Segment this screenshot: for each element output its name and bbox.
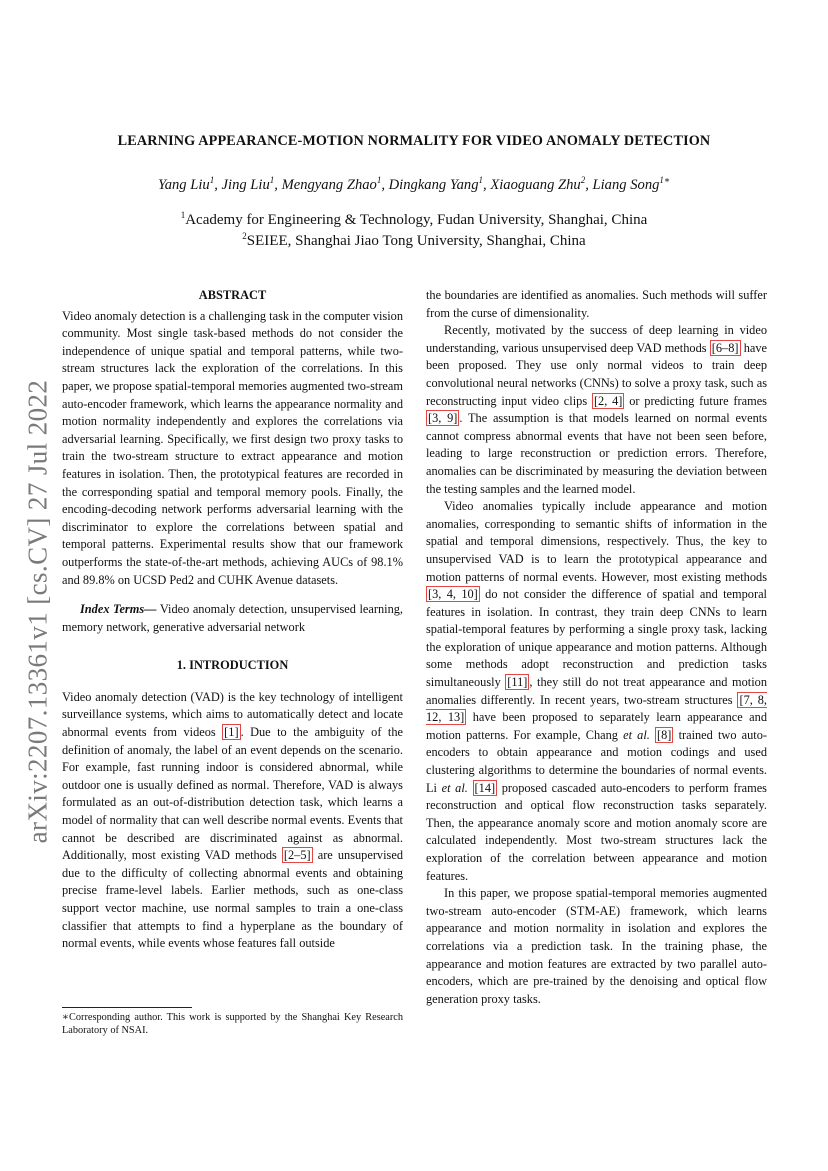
author: Jing Liu$^1$,: [221, 175, 282, 193]
affiliation-1: $^1$Academy for Engineering & Technology, Fudan University, Shanghai, China: [180, 210, 648, 228]
right-column: [426, 287, 767, 1008]
author: Liang Song$^{1∗}$: [592, 175, 671, 193]
abstract-text: Video anomaly detection is a challenging task in the computer vision community. Most single task-based methods do not consider the independence of unique spatial and temporal patterns, while two-stream structures lack the exploration of the correlations. In this paper, we propose spatial-temporal memories augmented two-stream auto-encoder framework, which learns the appearance normality and motion normality independently and explores the correlations via adversarial learning. Specifically, we first design two proxy tasks to train the two-stream structure to extract appearance and motion features in isolation. Then, the prototypical features are recorded in the corresponding spatial and temporal memory pools. Finally, the encoding-decoding network performs adversarial learning with the discriminator to explore the correlations between spatial and temporal patterns. Experimental results show that our framework outperforms the state-of-the-art methods, achieving AUCs of 98.1% and 89.8% on UCSD Ped2 and CUHK Avenue datasets.: [62, 308, 403, 587]
citation-link[interactable]: [8]: [657, 727, 672, 742]
author: Yang Liu$^1$,: [157, 175, 222, 193]
citation-link[interactable]: [7, 8, 12, 13]: [426, 692, 767, 725]
arxiv-stamp-text: arXiv:2207.13361v1 [cs.CV] 27 Jul 2022: [22, 379, 53, 843]
author: Dingkang Yang$^1$,: [388, 175, 491, 193]
citation-link[interactable]: [2, 4]: [593, 393, 623, 408]
right-paragraph-3: In this paper, we propose spatial-temporal memories augmented two-stream auto-encoder (STM-AE) framework, which learns appearance and motion normality in isolation and explores the correlations via a prediction task. In the training phase, the appearance and motion features are extracted by two parallel auto-encoders, which are pre-trained by the denoising and optical flow generation proxy tasks.: [426, 886, 767, 1006]
footnote-rule: [62, 1007, 192, 1008]
arxiv-stamp: [18, 372, 58, 850]
author: Xiaoguang Zhu$^2$,: [490, 175, 593, 193]
intro-paragraph-1: Video anomaly detection (VAD) is the key technology of intelligent surveillance systems, which aims to automatically detect and locate abnormal events from videos [1] . Due to the ambiguity of the definition of anomaly, the label of an event depends on the scenario. For example, fast running indoor is considered abnormal, while outdoor one is usually defined as normal. Therefore, VAD is always formulated as an out-of-distribution detection task, which learns a model of normality that can well describe normal events. Events that cannot be described are discriminated against as abnormal. Additionally, most existing VAD methods [2–5] are unsupervised due to the difficulty of collecting abnormal events and obtaining precise frame-level labels. Earlier methods, such as one-class support vector machine, use normal samples to train a one-class classifier that attempts to find a hyperplane as the boundary of normal events, while events whose features fall outside: [62, 689, 403, 951]
citation-link[interactable]: [2–5]: [283, 848, 311, 863]
citation-link[interactable]: [3, 9]: [428, 411, 458, 426]
left-column: [62, 287, 403, 953]
author: Mengyang Zhao$^1$,: [281, 175, 389, 193]
paper-title: LEARNING APPEARANCE-MOTION NORMALITY FOR VIDEO ANOMALY DETECTION: [117, 133, 711, 149]
right-paragraph-1: Recently, motivated by the success of deep learning in video understanding, various unsupervised deep VAD methods [6–8] have been proposed. They use only normal videos to train deep convolutional neural networks (CNNs) to solve a proxy task, such as reconstructing input video clips [2, 4] or predicting future frames [3, 9] . The assumption is that models learned on normal events cannot compress abnormal events that have not been seen before, leading to large reconstruction or prediction errors. Therefore, anomalies can be discriminated by measuring the deviation between the testing samples and the learned model.: [426, 323, 767, 496]
citation-link[interactable]: [14]: [474, 780, 496, 795]
intro-heading: 1. INTRODUCTION: [176, 658, 289, 673]
right-paragraph-2: Video anomalies typically include appearance and motion anomalies, corresponding to semantic shifts of information in the spatial and temporal dimensions, respectively. Thus, the key to unsupervised VAD is to learn the prototypical appearance and motion patterns of normal events. However, most existing methods [3, 4, 10] do not consider the difference of spatial and temporal features in isolation. In contrast, they train deep CNNs to learn spatial-temporal features by performing a single proxy task, lacking the exploration of unique appearance and motion patterns. Although some methods adopt reconstruction and prediction tasks simultaneously [11] , they still do not treat appearance and motion anomalies differently. In recent years, two-stream structures [7, 8, 12, 13] have been proposed to separately learn appearance and motion patterns. For example, Chang et al. [8] trained two auto-encoders to obtain appearance and motion codings and used clustering algorithms to determine the boundaries of normal events. Li et al. [14] proposed cascaded auto-encoders to perform frames reconstruction and optical flow reconstruction tasks separately. Then, the appearance anomaly score and motion anomaly score are calculated independently. Most two-stream structures lack the exploration of the correlation between appearance and motion features.: [426, 499, 767, 883]
citation-link[interactable]: [1]: [224, 725, 239, 740]
author-list: [0, 175, 828, 194]
citation-link[interactable]: [6–8]: [711, 340, 739, 355]
abstract-heading: ABSTRACT: [198, 288, 267, 302]
footnote: ∗Corresponding author. This work is supported by the Shanghai Key Research Laboratory of NSAI.: [62, 1012, 403, 1036]
right-paragraph-0: the boundaries are identified as anomalies. Such methods will suffer from the curse of dimensionality.: [426, 288, 767, 320]
citation-link[interactable]: [11]: [507, 675, 528, 690]
affiliation-2: $^2$SEIEE, Shanghai Jiao Tong University, Shanghai, China: [242, 231, 586, 249]
index-terms: Index Terms— Video anomaly detection, unsupervised learning, memory network, generative adversarial network: [62, 602, 403, 634]
citation-link[interactable]: [3, 4, 10]: [428, 587, 478, 602]
